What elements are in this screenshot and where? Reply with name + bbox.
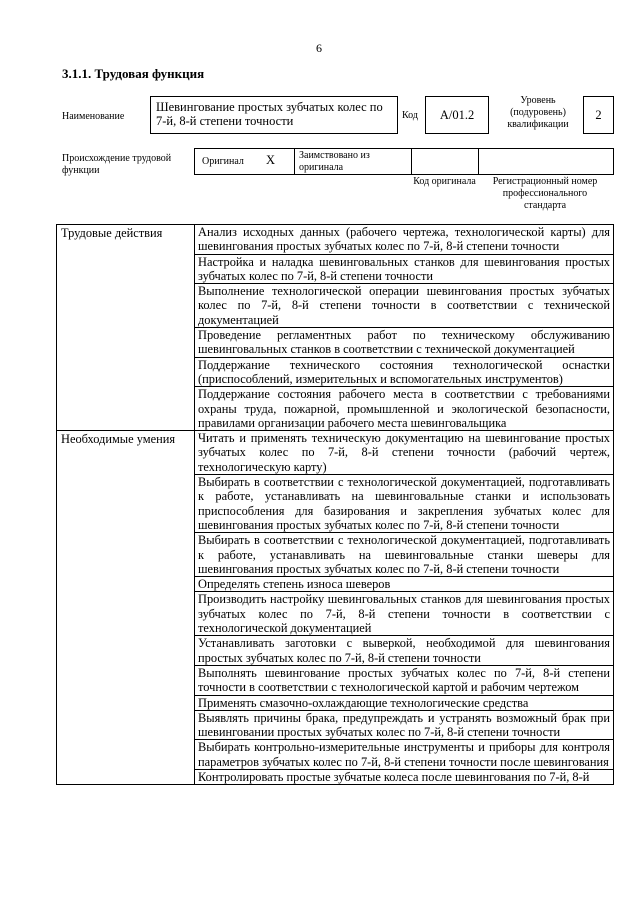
table-cell: Выявлять причины брака, предупреждать и устранять возможный брак при шевинговании простых зубчатых колес по 7-й, 8-й степени точности [195, 710, 614, 740]
level-label: Уровень (подуровень) квалификации [507, 95, 569, 130]
function-name-box: Шевингование простых зубчатых колес по 7-й, 8-й степени точности [150, 96, 398, 134]
table-cell: Поддержание технического состояния технологической оснастки (приспособлений, измерительных и вспомогательных инструментов) [195, 357, 614, 387]
table-cell: Устанавливать заготовки с выверкой, необходимой для шевингования простых зубчатых колес по 7-й, 8-й степени точности [195, 636, 614, 666]
name-label: Наименование [62, 111, 125, 122]
table-cell: Выбирать контрольно-измерительные инструменты и приборы для контроля параметров зубчатых колес по 7-й, 8-й степени точности после шевингования [195, 740, 614, 770]
table-cell: Настройка и наладка шевинговальных станков для шевингования простых зубчатых колес по 7-й, 8-й степени точности [195, 254, 614, 284]
table-cell: Определять степень износа шеверов [195, 577, 614, 592]
section-heading: Необходимые умения [57, 431, 195, 785]
table-cell: Поддержание состояния рабочего места в соответствии с требованиями охраны труда, пожарной, промышленной и экологической безопасности, правилами организации рабочего места шевинговальщика [195, 387, 614, 431]
origin-divider [411, 148, 412, 175]
table-cell: Выполнение технологической операции шевингования простых зубчатых колес по 7-й, 8-й степени точности в соответствии с технической документацией [195, 284, 614, 328]
section-title: 3.1.1. Трудовая функция [62, 66, 205, 81]
origin-divider [478, 148, 479, 175]
table-cell: Проведение регламентных работ по техническому обслуживанию шевинговальных станков в соответствии с технической документацией [195, 328, 614, 358]
code-original-caption: Код оригинала [413, 176, 476, 187]
section-heading: Трудовые действия [57, 225, 195, 431]
table-cell: Выбирать в соответствии с технологической документацией, подготавливать к работе, устанавливать на шевинговальные станки шеверы для шевингования простых зубчатых колес по 7-й, 8-й степени точности [195, 533, 614, 577]
reg-number-caption: Регистрационный номер профессионального стандарта [492, 176, 598, 211]
table-cell: Выбирать в соответствии с технологической документацией, подготавливать к работе, устанавливать на шевинговальные станки и использовать приспособления для базирования и закрепления зубчатых колес для шевингования простых зубчатых колес по 7-й, 8-й степени точности [195, 475, 614, 533]
borrowed-label: Заимствовано из оригинала [299, 150, 370, 173]
level-box: 2 [583, 96, 614, 134]
original-mark: X [266, 153, 276, 167]
original-label: Оригинал [202, 156, 244, 167]
function-table [56, 224, 614, 785]
page-number: 6 [316, 41, 322, 55]
table-cell: Анализ исходных данных (рабочего чертежа, технологической карты) для шевингования простых зубчатых колес по 7-й, 8-й степени точности [195, 225, 614, 255]
code-label: Код [402, 110, 418, 121]
table-row [57, 225, 614, 255]
table-cell: Производить настройку шевинговальных станков для шевингования простых зубчатых колес по 7-й, 8-й степени точности в соответствии с технологической документацией [195, 592, 614, 636]
table-cell: Контролировать простые зубчатые колеса после шевингования по 7-й, 8-й [195, 769, 614, 784]
table-cell: Применять смазочно-охлаждающие технологические средства [195, 695, 614, 710]
code-box: A/01.2 [425, 96, 489, 134]
table-row [57, 431, 614, 475]
table-cell: Читать и применять техническую документацию на шевингование простых зубчатых колес по 7-й, 8-й степени точности (рабочий чертеж, технологическую карту) [195, 431, 614, 475]
table-cell: Выполнять шевингование простых зубчатых колес по 7-й, 8-й степени точности в соответствии с технологической картой и рабочим чертежом [195, 665, 614, 695]
origin-label: Происхождение трудовой функции [62, 153, 172, 176]
origin-divider [294, 148, 295, 175]
